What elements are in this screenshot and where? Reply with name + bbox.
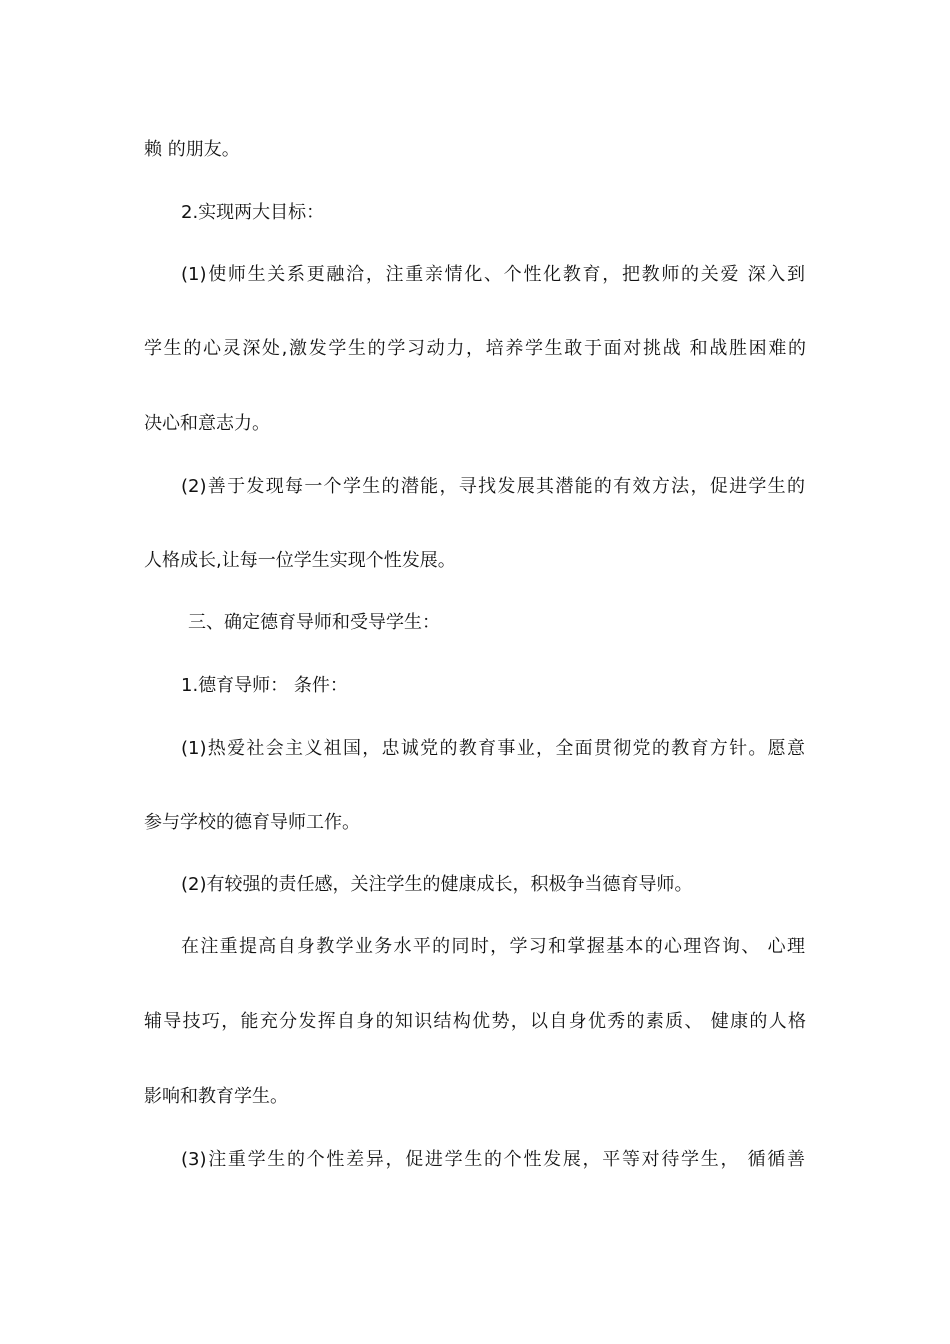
condition-2-line-2: 在注重提高自身教学业务水平的同时，学习和掌握基本的心理咨询、 心理 <box>181 936 805 957</box>
paragraph-line-continuation: 赖 的朋友。 <box>144 139 240 160</box>
condition-3-line-1: (3)注重学生的个性差异，促进学生的个性发展，平等对待学生， 循循善 <box>181 1149 805 1170</box>
condition-1-line-1: (1)热爱社会主义祖国，忠诚党的教育事业，全面贯彻党的教育方针。愿意 <box>181 738 805 759</box>
goal-2-line-2: 人格成长,让每一位学生实现个性发展。 <box>144 550 456 571</box>
condition-1-line-2: 参与学校的德育导师工作。 <box>144 812 360 833</box>
goal-2-line-1: (2)善于发现每一个学生的潜能，寻找发展其潜能的有效方法，促进学生的 <box>181 476 805 497</box>
condition-2-line-3: 辅导技巧，能充分发挥自身的知识结构优势，以自身优秀的素质、 健康的人格 <box>144 1011 806 1032</box>
mentor-conditions-heading: 1.德育导师： 条件： <box>181 675 348 696</box>
heading-two-goals: 2.实现两大目标： <box>181 202 325 223</box>
goal-1-line-3: 决心和意志力。 <box>144 413 270 434</box>
condition-2-line-1: (2)有较强的责任感，关注学生的健康成长，积极争当德育导师。 <box>181 874 693 895</box>
section-three-heading: 三、确定德育导师和受导学生： <box>188 612 440 633</box>
condition-2-line-4: 影响和教育学生。 <box>144 1086 288 1107</box>
goal-1-line-1: (1)使师生关系更融洽，注重亲情化、个性化教育，把教师的关爱 深入到 <box>181 264 805 285</box>
goal-1-line-2: 学生的心灵深处,激发学生的学习动力，培养学生敢于面对挑战 和战胜困难的 <box>144 338 806 359</box>
